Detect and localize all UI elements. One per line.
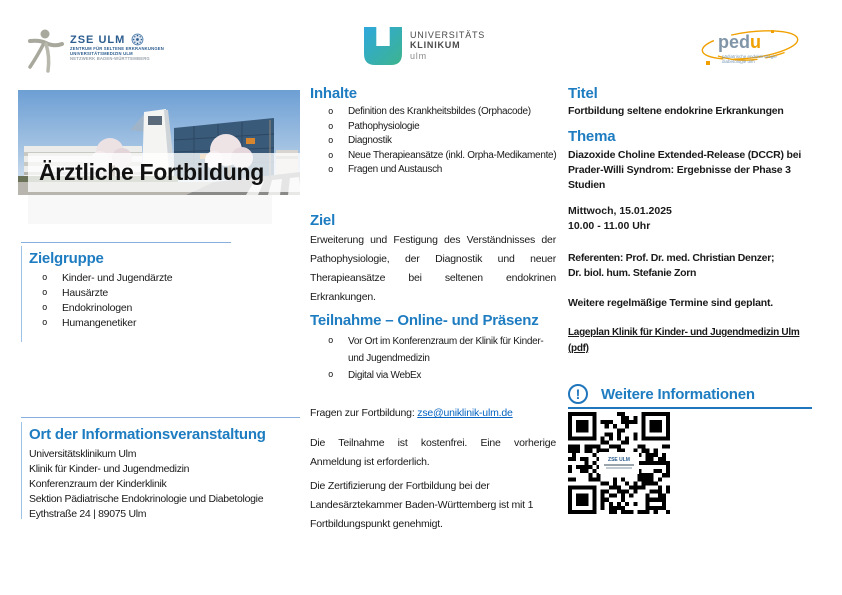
circle-bullet-icon: o: [42, 318, 48, 328]
inhalte-item: o Neue Therapieansätze (inkl. Orpha-Medikamente): [324, 149, 560, 163]
weitere-info-label: Weitere Informationen: [601, 385, 755, 403]
zielgruppe-list: [38, 271, 238, 331]
circle-bullet-icon: o: [328, 121, 334, 132]
termine-text: Weitere regelmäßige Termine sind geplant.: [568, 297, 773, 309]
zielgruppe-top-rule: [21, 242, 231, 243]
zse-logo-line3: NETZWERK BADEN-WÜRTTEMBERG: [70, 56, 150, 62]
weitere-info-header: [568, 384, 755, 404]
circle-bullet-icon: o: [328, 107, 334, 117]
uniklinikum-ulm-logo: [364, 23, 504, 68]
zielgruppe-heading: Zielgruppe: [29, 250, 104, 267]
thema-heading: Thema: [568, 128, 616, 145]
titel-text: Fortbildung seltene endokrine Erkrankungen: [568, 105, 784, 117]
circle-bullet-icon: o: [328, 370, 334, 380]
inhalte-item: o Definition des Krankheitsbildes (Orphacode): [324, 105, 560, 119]
zse-emblem-icon: [131, 33, 144, 46]
inhalte-item: o Fragen und Austausch: [324, 163, 560, 177]
hero-band-tail: [28, 195, 272, 224]
zertifizierung-text: Die Zertifizierung der Fortbildung bei der Landesärztekammer Baden-Württemberg ist mit 1 Fortbildungspunkt genehmigt.: [310, 480, 534, 530]
hero-title-band: [28, 153, 300, 192]
clinic-photo: [18, 90, 300, 195]
fragen-label: Fragen zur Fortbildung:: [310, 407, 418, 419]
ort-top-rule: [21, 417, 300, 418]
pedu-logo-sub2: diabetologie ulm: [722, 59, 755, 64]
uk-logo-line2: KLINIKUM: [410, 40, 461, 51]
pedu-logo: [698, 28, 802, 72]
circle-bullet-icon: o: [328, 150, 334, 161]
ort-address-line: Konferenzraum der Kinderklinik: [29, 478, 167, 490]
uk-logo-line3: ulm: [410, 50, 427, 61]
thema-text: Diazoxide Choline Extended-Release (DCCR) bei Prader-Willi Syndrom: Ergebnisse der Phase 3 Studien: [568, 149, 802, 191]
ziel-text: Erweiterung und Festigung des Verständnisses der Pathophysiologie, der Diagnostik und neuer Therapieansätze bei seltenen endokrinen Erkrankungen.: [310, 234, 556, 303]
teilnahme-item: o Vor Ort im Konferenzraum der Klinik für Kinder- und Jugendmedizin: [324, 333, 556, 367]
inhalte-list: [324, 105, 560, 178]
page-title: Ärztliche Fortbildung: [39, 159, 264, 185]
weitere-info-rule: [568, 407, 812, 409]
ziel-heading: Ziel: [310, 212, 336, 229]
uk-logo-line1: UNIVERSITÄTS: [410, 29, 486, 40]
zielgruppe-left-bar: [21, 246, 22, 342]
event-date: Mittwoch, 15.01.2025: [568, 205, 672, 217]
zielgruppe-item: o Kinder- und Jugendärzte: [38, 271, 238, 286]
uniklinikum-u-icon: [364, 27, 402, 65]
circle-bullet-icon: o: [42, 273, 48, 283]
zielgruppe-item: o Endokrinologen: [38, 301, 238, 316]
circle-bullet-icon: o: [328, 336, 334, 346]
inhalte-heading: Inhalte: [310, 85, 357, 102]
zse-figure-icon: [24, 27, 66, 75]
zse-ulm-logo: [24, 27, 194, 77]
zse-logo-title: ZSE ULM: [70, 33, 126, 46]
pedu-logo-u: u: [750, 32, 762, 52]
contact-email-link[interactable]: zse@uniklinik-ulm.de: [417, 407, 513, 419]
ort-address-line: Klinik für Kinder- und Jugendmedizin: [29, 463, 190, 475]
pedu-logo-ped: ped: [718, 32, 751, 52]
circle-bullet-icon: o: [42, 303, 48, 313]
lageplan-pdf-link[interactable]: Lageplan Klinik für Kinder- und Jugendmedizin Ulm (pdf): [568, 327, 800, 354]
circle-bullet-icon: o: [328, 136, 334, 146]
event-time: 10.00 - 11.00 Uhr: [568, 220, 651, 232]
ort-address: [29, 447, 301, 522]
ort-address-line: Eythstraße 24 | 89075 Ulm: [29, 508, 147, 520]
qr-center-logo: ZSE ULM: [599, 452, 639, 474]
ort-address-line: Universitätsklinikum Ulm: [29, 448, 137, 460]
zse-logo-line2: UNIVERSITÄTSMEDIZIN ULM: [70, 51, 133, 57]
teilnahme-list: [324, 333, 556, 384]
pedu-logo-sub1: pädiatrische endokrinologie: [722, 54, 777, 59]
referenten-line1: Referenten: Prof. Dr. med. Christian Denzer;: [568, 252, 775, 264]
referenten-line2: Dr. biol. hum. Stefanie Zorn: [568, 267, 697, 279]
zse-logo-line1: ZENTRUM FÜR SELTENE ERKRANKUNGEN: [70, 46, 165, 51]
fragen-line: [310, 407, 513, 419]
inhalte-item: o Pathophysiologie: [324, 120, 560, 134]
teilnahme-heading: Teilnahme – Online- und Präsenz: [310, 312, 539, 329]
kostenfrei-text: Die Teilnahme ist kostenfrei. Eine vorherige Anmeldung ist erforderlich.: [310, 437, 556, 468]
ort-address-line: Sektion Pädiatrische Endokrinologie und Diabetologie: [29, 493, 264, 505]
teilnahme-item: o Digital via WebEx: [324, 367, 556, 384]
circle-bullet-icon: o: [42, 288, 48, 298]
titel-heading: Titel: [568, 85, 598, 102]
inhalte-item: o Diagnostik: [324, 134, 560, 148]
ort-left-bar: [21, 422, 22, 519]
zielgruppe-item: o Humangenetiker: [38, 316, 238, 331]
circle-bullet-icon: o: [328, 165, 334, 175]
qr-code: [568, 412, 670, 514]
exclamation-icon: !: [568, 384, 588, 404]
ort-heading: Ort der Informationsveranstaltung: [29, 426, 266, 443]
zielgruppe-item: o Hausärzte: [38, 286, 238, 301]
